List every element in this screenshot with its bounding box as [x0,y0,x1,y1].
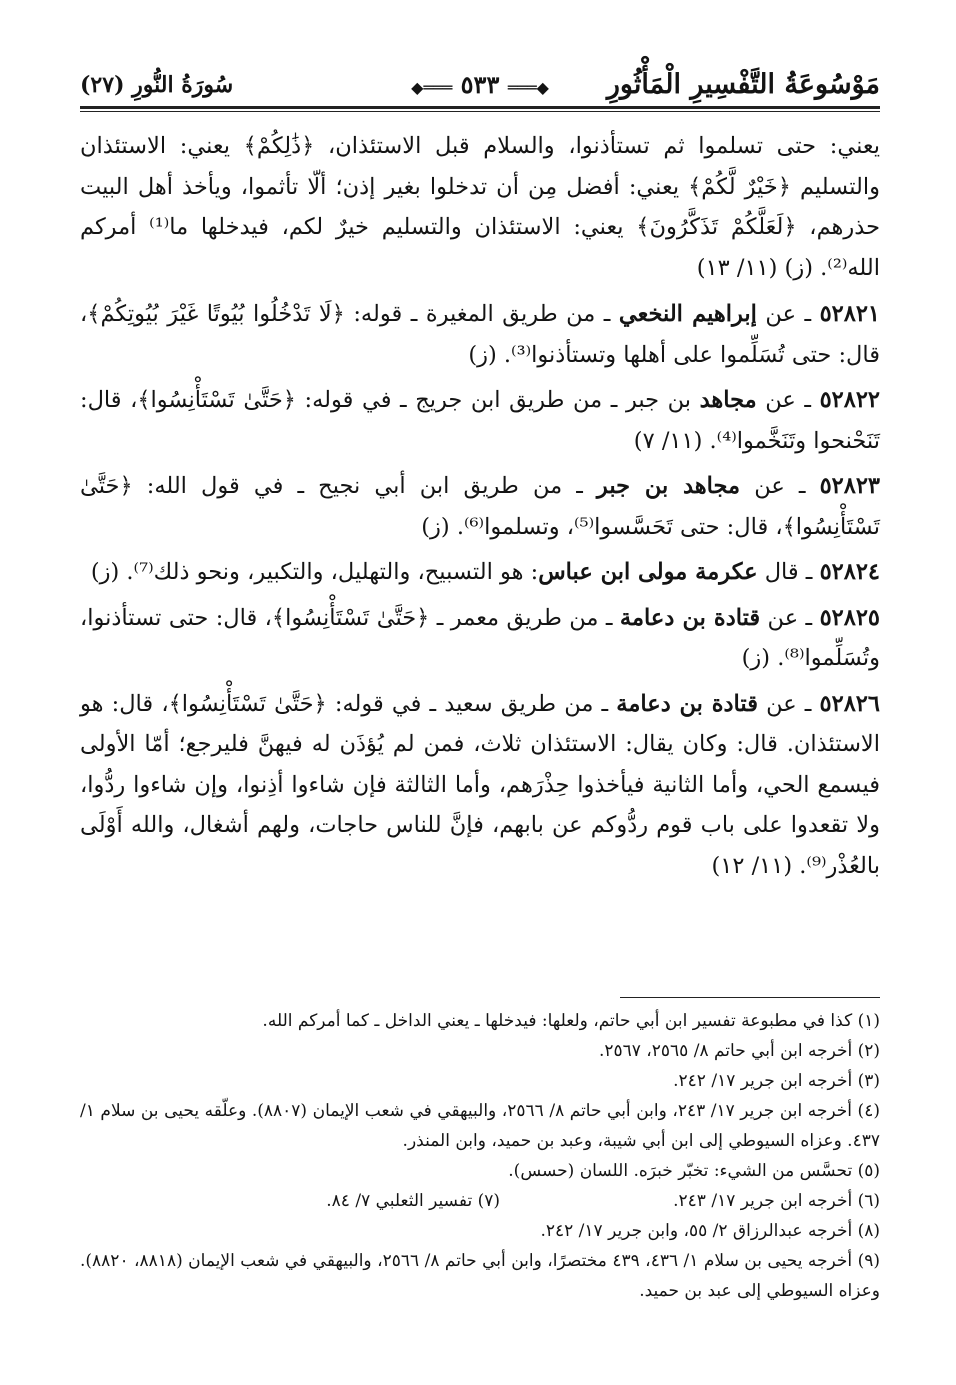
footnote-9: (٩) أخرجه يحيى بن سلام ١/ ٤٣٦، ٤٣٩ مختصرًا، وابن أبي حاتم ٨/ ٢٥٦٦، والبيهقي في شعب الإيمان (٨٨١٨، ٨٨٢٠). وعزاه السيوطي إلى عبد بن حميد. [80,1251,881,1301]
entry-text: : هو التسبيح، والتهليل، والتكبير، ونحو ذلك⁽⁷⁾. (ز) [90,559,539,585]
paragraph-continued: يعني: حتى تسلموا ثم تستأذنوا، والسلام قبل الاستئذان، ﴿ذَٰلِكُمْ﴾ يعني: الاستئذان والتسليم ﴿خَيْرٌ لَّكُمْ﴾ يعني: أفضل مِن أن تدخلوا بغير إذن؛ ألّا تأثموا، ويأخذ أهل البيت حذرهم، ﴿لَعَلَّكُمْ تَذَكَّرُونَ﴾ يعني: الاستئذان والتسليم خيرٌ لكم، فيدخلها ما⁽¹⁾ أمركم الله⁽²⁾. (ز) (١١/ ١٣) [80,133,880,281]
entry-text: ـ من طريق المغيرة ـ قوله: ﴿لَا تَدْخُلُوا بُيُوتًا غَيْرَ بُيُوتِكُمْ﴾، قال: حتى تُسَلِّموا على أهلها وتستأذنوا⁽³⁾. (ز) [80,301,880,368]
main-text [80,126,880,891]
entry-connector: ـ عن [757,690,820,717]
entry-number: ٥٢٨٢٦ [819,690,880,717]
ornament-left-icon: ═══◆ [411,78,453,97]
footnote-8: (٨) أخرجه عبدالرزاق ٢/ ٥٥، وابن جرير ١٧/ ٢٤٢. [540,1221,880,1241]
footnote-2: (٢) أخرجه ابن أبي حاتم ٨/ ٢٥٦٥، ٢٥٦٧. [598,1041,880,1061]
entry-number: ٥٢٨٢٣ [819,473,880,499]
entry-52821 [80,294,880,375]
entry-connector: ـ عن [740,473,820,499]
header-rule [80,106,880,109]
entry-number: ٥٢٨٢٢ [819,387,880,413]
narrator-name: مجاهد بن جبر [596,473,741,499]
entry-connector: ـ عن [760,604,820,631]
footnote-6: (٦) أخرجه ابن جرير ١٧/ ٢٤٣. [673,1191,880,1211]
narrator-name: إبراهيم النخعي [618,301,757,327]
entry-52822 [80,380,880,461]
narrator-name: قتادة بن دعامة [619,604,761,631]
page-header [80,68,880,108]
entry-connector: ـ قال [757,559,820,585]
footnote-3: (٣) أخرجه ابن جرير ١٧/ ٢٤٢. [673,1071,880,1091]
footnote-4: (٤) أخرجه ابن جرير ١٧/ ٢٤٣، وابن أبي حاتم ٨/ ٢٥٦٦، والبيهقي في شعب الإيمان (٨٨٠٧). وعلّقه يحيى بن سلام ١/ ٤٣٧. وعزاه السيوطي إلى ابن أبي شيبة، وعبد بن حميد، وابن المنذر. [80,1101,880,1151]
ornament-right-icon: ◆═══ [507,78,549,97]
footnote-1: (١) كذا في مطبوعة تفسير ابن أبي حاتم، ولعلها: فيدخلها ـ يعني الداخل ـ كما أمركم الله. [262,1011,880,1031]
book-title: مَوْسُوعَةُ التَّفْسِيرِ الْمَأْثُورِ [606,69,880,100]
footnotes [80,1006,880,1306]
entry-52825 [80,598,880,679]
entry-text: بن جبر ـ من طريق ابن جريج ـ في قوله: ﴿حَتَّىٰ تَسْتَأْنِسُوا﴾، قال: تَنَحْنحوا وتَنَخَّموا⁽⁴⁾. (١١/ ٧) [80,387,880,454]
entry-connector: ـ عن [756,387,820,413]
surah-label: سُورَةُ النُّورِ (٢٧) [80,72,234,98]
entry-52826 [80,684,880,887]
entry-text: ـ من طريق ابن أبي نجيح ـ في قول الله: ﴿حَتَّىٰ تَسْتَأْنِسُوا﴾، قال: حتى تَحَسَّسوا⁽⁵⁾، وتسلموا⁽⁶⁾. (ز) [80,473,880,540]
narrator-name: عكرمة مولى ابن عباس [538,559,758,585]
footnote-5: (٥) تحسَّس من الشيء: تخبّر خبرَه. اللسان (حسس). [508,1161,880,1181]
entry-52823 [80,466,880,547]
footnote-separator [620,997,880,998]
entry-text: ـ من طريق معمر ـ ﴿حَتَّىٰ تَسْتَأْنِسُوا﴾، قال: حتى تستأذنوا، وتُسَلِّموا⁽⁸⁾. (ز) [80,604,880,671]
entry-number: ٥٢٨٢٤ [819,559,880,585]
entry-number: ٥٢٨٢١ [819,301,881,327]
entry-connector: ـ عن [756,301,820,327]
narrator-name: مجاهد [699,387,757,413]
entry-number: ٥٢٨٢٥ [819,604,880,631]
entry-52824 [80,552,880,593]
footnote-row-6-7 [80,1186,880,1216]
page-number: ٥٣٣ [460,70,500,99]
header-rule-thin [80,111,880,112]
narrator-name: قتادة بن دعامة [616,690,758,717]
footnote-7: (٧) تفسير الثعلبي ٧/ ٨٤. [326,1191,500,1211]
entry-text: ـ من طريق سعيد ـ في قوله: ﴿حَتَّىٰ تَسْتَأْنِسُوا﴾، قال: هو الاستئذان. قال: وكان يقال: الاستئذان ثلاث، فمن لم يُؤذَن له فيهنَّ فليرجع؛ أمّا الأولى فيسمع الحي، وأما الثانية فيأخذوا حِذْرَهم، وأما الثالثة فإن شاءوا أذِنوا، وإن شاءوا ردُّوا، ولا تقعدوا على باب قوم ردُّوكم عن بابهم، فإنَّ للناس حاجات، ولهم أشغال، والله أَوْلَى بالعُذْر⁽⁹⁾. (١١/ ١٢) [80,690,880,879]
